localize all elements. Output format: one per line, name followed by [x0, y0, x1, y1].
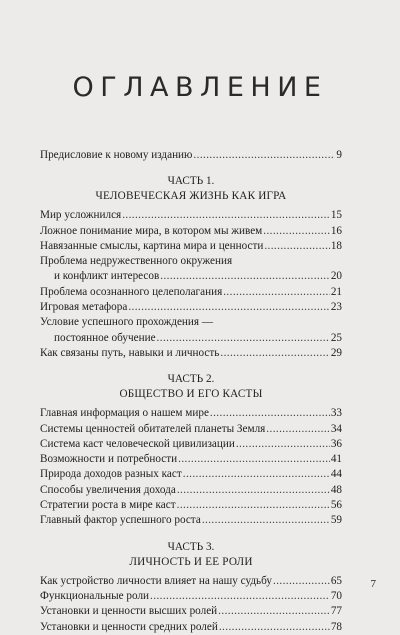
toc-entry: [40, 422, 342, 437]
toc-entry-text: Мир усложнился: [40, 209, 122, 222]
dot-leader: [177, 498, 330, 513]
toc-entry-page: 15: [330, 209, 342, 222]
dot-leader: [223, 285, 330, 300]
dot-leader: [218, 604, 330, 619]
toc-entry: [40, 574, 342, 589]
toc-entry-page: 25: [330, 331, 342, 344]
toc-entry-text: Природа доходов разных каст: [40, 468, 182, 481]
toc-entry-preface: [40, 148, 342, 163]
dot-leader: [236, 437, 330, 452]
toc-entry-text: Главный фактор успешного роста: [40, 514, 201, 527]
toc-entry-page: 21: [330, 285, 342, 298]
toc-entry-page: 48: [330, 483, 342, 496]
toc-entry: [40, 589, 342, 604]
page-number: 7: [370, 578, 376, 590]
toc-entry-text: Стратегии роста в мире каст: [40, 499, 176, 512]
toc-entry-text: Как устройство личности влияет на нашу судьбу: [40, 574, 272, 587]
toc-entry-text: Системы ценностей обитателей планеты Земля: [40, 422, 266, 435]
dot-leader: [220, 346, 329, 361]
toc-entry-page: 33: [330, 407, 342, 420]
toc-entry: [40, 513, 342, 528]
toc-entry-text: и конфликт интересов: [54, 270, 160, 283]
toc-entry-page: 78: [330, 620, 342, 633]
toc-entry: [40, 239, 342, 254]
toc-entry-text: постоянное обучение: [54, 331, 156, 344]
toc-entry-page: 9: [336, 149, 342, 161]
dot-leader: [264, 239, 329, 254]
part-title: ОБЩЕСТВО И ЕГО КАСТЫ: [119, 388, 263, 401]
toc-entry: [40, 346, 342, 361]
toc-entry: [40, 452, 342, 467]
toc-entry-text: Навязанные смыслы, картина мира и ценности: [40, 239, 264, 252]
toc-entry: [40, 269, 342, 284]
dot-leader: [193, 148, 335, 163]
toc-entry-text: Установки и ценности средних ролей: [40, 620, 218, 633]
toc-entry-text: Главная информация о нашем мире: [40, 407, 209, 420]
dot-leader: [128, 300, 329, 315]
part-label: ЧАСТЬ 1.: [167, 175, 215, 188]
toc-entry-text-line1: Проблема недружественного окружения: [40, 255, 233, 268]
table-of-contents: [40, 148, 342, 635]
dot-leader: [157, 331, 330, 346]
toc-entry: [40, 331, 342, 346]
toc-entry-page: 16: [330, 224, 342, 237]
toc-entry-page: 18: [330, 239, 342, 252]
toc-entry: [40, 483, 342, 498]
toc-entry-text: Способы увеличения дохода: [40, 483, 176, 496]
toc-entry-page: 29: [330, 346, 342, 359]
toc-entry-page: 23: [330, 301, 342, 314]
toc-entry-page: 36: [330, 437, 342, 450]
dot-leader: [150, 589, 330, 604]
toc-entry-page: 44: [330, 468, 342, 481]
part-label: ЧАСТЬ 2.: [167, 373, 215, 386]
toc-entry-text: Проблема осознанного целеполагания: [40, 285, 223, 298]
toc-entry-text: Игровая метафора: [40, 301, 128, 314]
toc-entry-page: 56: [330, 499, 342, 512]
toc-entry-page: 65: [330, 574, 342, 587]
toc-entry-page: 34: [330, 422, 342, 435]
toc-entry: [40, 467, 342, 482]
dot-leader: [273, 574, 330, 589]
part-label: ЧАСТЬ 3.: [167, 540, 215, 553]
dot-leader: [122, 208, 330, 223]
toc-entry-text-line1: Условие успешного прохождения —: [40, 316, 214, 329]
toc-entry: [40, 406, 342, 421]
toc-entry: [40, 437, 342, 452]
toc-entry-page: 59: [330, 514, 342, 527]
toc-entry-page: 77: [330, 605, 342, 618]
dot-leader: [183, 467, 330, 482]
toc-entry-page: 41: [330, 453, 342, 466]
toc-entry: [40, 620, 342, 635]
toc-entry-text: Ложное понимание мира, в котором мы живем: [40, 224, 263, 237]
dot-leader: [177, 483, 330, 498]
part-title: ЧЕЛОВЕЧЕСКАЯ ЖИЗНЬ КАК ИГРА: [95, 190, 287, 203]
dot-leader: [263, 224, 330, 239]
toc-entry-text: Предисловие к новому изданию: [40, 149, 193, 161]
dot-leader: [266, 422, 330, 437]
dot-leader: [210, 406, 330, 421]
dot-leader: [202, 513, 330, 528]
part-title: ЛИЧНОСТЬ И ЕЕ РОЛИ: [129, 555, 253, 568]
toc-entry: [40, 498, 342, 513]
toc-entry: [40, 604, 342, 619]
toc-entry-page: 20: [330, 270, 342, 283]
dot-leader: [160, 269, 330, 284]
toc-entry-page: 70: [330, 589, 342, 602]
toc-entry-text: Система каст человеческой цивилизации: [40, 437, 235, 450]
toc-entry-text: Функциональные роли: [40, 589, 150, 602]
page-title: ОГЛАВЛЕНИЕ: [72, 72, 328, 103]
toc-entry-text: Установки и ценности высших ролей: [40, 605, 218, 618]
toc-entry-text: Как связаны путь, навыки и личность: [40, 346, 220, 359]
dot-leader: [178, 452, 330, 467]
toc-entry: [40, 208, 342, 223]
toc-entry-text: Возможности и потребности: [40, 453, 178, 466]
toc-entry: [40, 285, 342, 300]
toc-entry: [40, 300, 342, 315]
toc-entry: [40, 224, 342, 239]
dot-leader: [219, 620, 330, 635]
